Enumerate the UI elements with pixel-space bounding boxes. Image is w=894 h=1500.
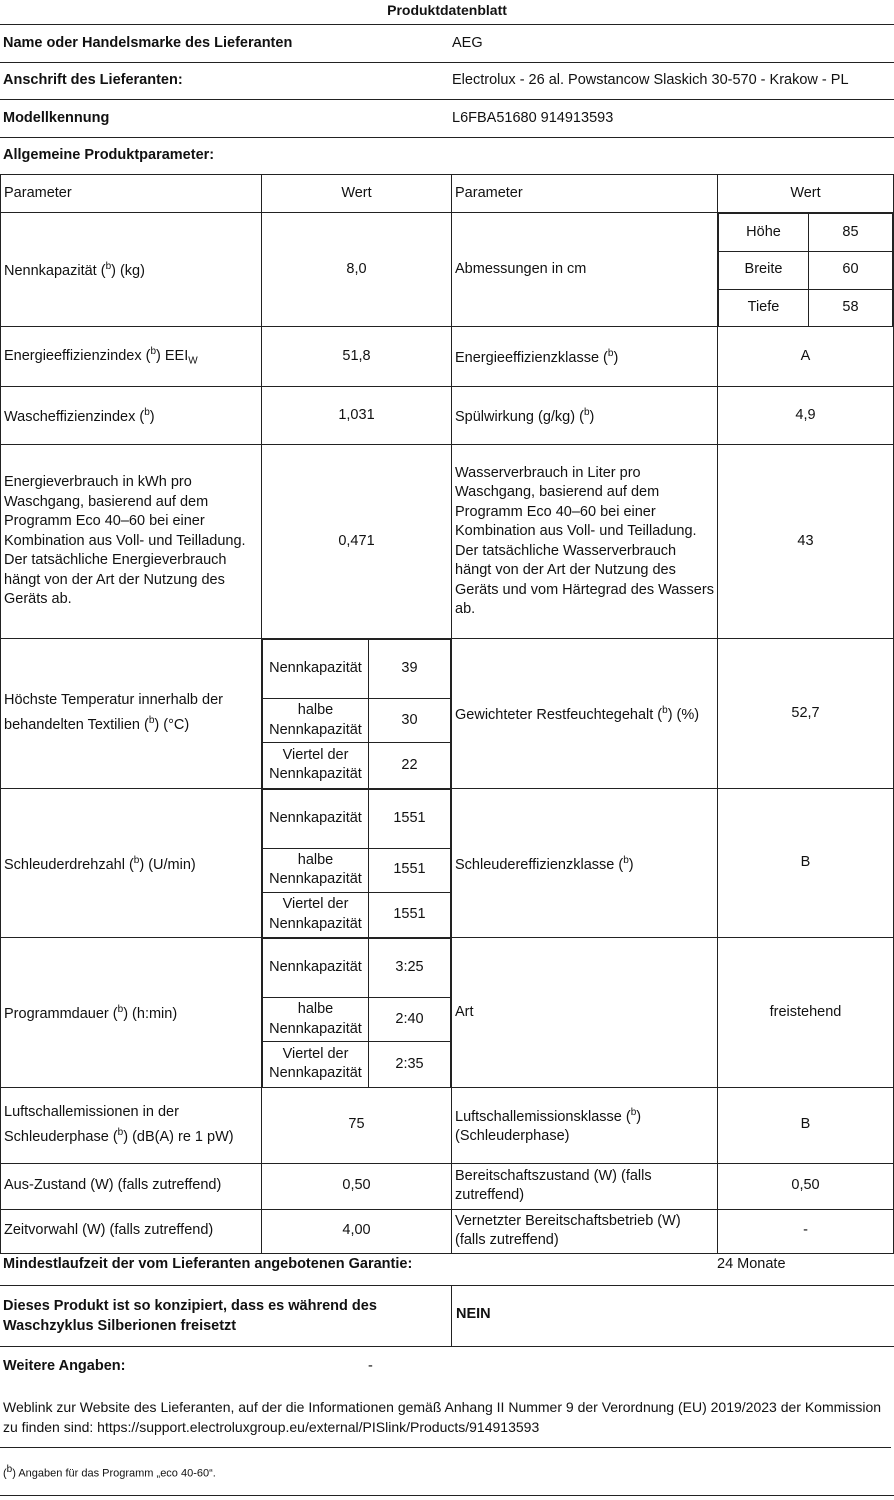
energy-class-label: Energieeffizienzklasse ($^b$) <box>452 327 718 387</box>
program-duration-label: Programmdauer ($^b$) (h:min) <box>1 938 262 1088</box>
warranty-label: Mindestlaufzeit der vom Lieferanten angebotenen Garantie: <box>3 1256 413 1272</box>
dim-depth-label: Tiefe <box>719 289 809 326</box>
address-value: Electrolux - 26 al. Powstancow Slaskich 30-570 - Krakow - PL <box>452 72 849 88</box>
duration-value-quarter: 2:35 <box>369 1042 451 1087</box>
spin-load-full: Nennkapazität <box>263 789 369 848</box>
model-row <box>0 100 894 138</box>
dimensions-label: Abmessungen in cm <box>452 213 718 327</box>
capacity-label: Nennkapazität ($^b$) (kg) <box>1 213 262 327</box>
eei-label: Energieeffizienzindex ($^b$) $EEI_W$ <box>1 327 262 387</box>
duration-value-full: 3:25 <box>369 939 451 998</box>
water-consumption-value: 43 <box>718 445 894 639</box>
supplier-label: Name oder Handelsmarke des Lieferanten <box>3 35 293 51</box>
networked-standby-label: Vernetzter Bereitschaftsbetrieb (W) (falls zutreffend) <box>452 1209 718 1253</box>
temp-load-full: Nennkapazität <box>263 640 369 699</box>
energy-consumption-value: 0,471 <box>262 445 452 639</box>
spin-value-quarter: 1551 <box>369 892 451 937</box>
warranty-row <box>0 1246 894 1286</box>
noise-label: Luftschallemissionen in der Schleuderphase ($^b$) (dB(A) re 1 pW) <box>1 1087 262 1163</box>
dim-depth-value: 58 <box>809 289 893 326</box>
energy-class-value: A <box>718 327 894 387</box>
eei-value: 51,8 <box>262 327 452 387</box>
silver-ions-label: Dieses Produkt ist so konzipiert, dass es während des Waschzyklus Silberionen freisetzt <box>3 1298 377 1334</box>
duration-value-half: 2:40 <box>369 998 451 1042</box>
networked-standby-value: - <box>718 1209 894 1253</box>
spin-speed-label: Schleuderdrehzahl ($^b$) (U/min) <box>1 788 262 938</box>
spin-load-quarter: Viertel der Nennkapazität <box>263 892 369 937</box>
dim-width-label: Breite <box>719 251 809 289</box>
duration-load-half: halbe Nennkapazität <box>263 998 369 1042</box>
address-row <box>0 63 894 100</box>
page-title: Produktdatenblatt <box>0 0 894 25</box>
standby-label: Bereitschaftszustand (W) (falls zutreffend) <box>452 1163 718 1209</box>
header-parameter-right: Parameter <box>452 175 718 213</box>
noise-class-label: Luftschallemissionsklasse ($^b$) (Schleuderphase) <box>452 1087 718 1163</box>
temp-load-quarter: Viertel der Nennkapazität <box>263 743 369 788</box>
silver-ions-row <box>0 1286 894 1347</box>
warranty-value: 24 Monate <box>717 1256 786 1272</box>
address-label: Anschrift des Lieferanten: <box>3 72 183 88</box>
supplier-value: AEG <box>452 35 483 51</box>
spin-class-value: B <box>718 788 894 938</box>
model-value: L6FBA51680 914913593 <box>452 110 614 126</box>
duration-cell <box>262 938 452 1088</box>
moisture-label: Gewichteter Restfeuchtegehalt ($^b$) (%) <box>452 639 718 789</box>
spin-value-half: 1551 <box>369 848 451 892</box>
parameter-table <box>0 174 894 1254</box>
dim-width-value: 60 <box>809 251 893 289</box>
temp-value-full: 39 <box>369 640 451 699</box>
header-value-left: Wert <box>262 175 452 213</box>
temperature-cell <box>262 639 452 789</box>
model-label: Modellkennung <box>3 110 110 126</box>
spin-class-label: Schleudereffizienzklasse ($^b$) <box>452 788 718 938</box>
rinse-label: Spülwirkung (g/kg) ($^b$) <box>452 387 718 445</box>
off-mode-label: Aus-Zustand (W) (falls zutreffend) <box>1 1163 262 1209</box>
further-info-value: - <box>368 1358 373 1374</box>
energy-consumption-label: Energieverbrauch in kWh pro Waschgang, basierend auf dem Programm Eco 40–60 bei einer Kombination aus Voll- und Teilladung. Der tatsächliche Energieverbrauch hängt von der Art der Nutzung des Geräts ab. <box>1 445 262 639</box>
dim-height-label: Höhe <box>719 214 809 252</box>
noise-value: 75 <box>262 1087 452 1163</box>
weblink-text: Weblink zur Website des Lieferanten, auf der die Informationen gemäß Anhang II Nummer 9 der Verordnung (EU) 2019/2023 der Kommission zu finden sind: https://support.electroluxgroup.eu/external/PISlink/Products/914913593 <box>0 1397 891 1448</box>
water-consumption-label: Wasserverbrauch in Liter pro Waschgang, basierend auf dem Programm Eco 40–60 bei einer Kombination aus Voll- und Teilladung. Der tatsächliche Wasserverbrauch hängt von der Art der Nutzung des Geräts und vom Härtegrad des Wassers ab. <box>452 445 718 639</box>
standby-value: 0,50 <box>718 1163 894 1209</box>
bottom-rule <box>0 1495 894 1496</box>
general-params-row <box>0 138 894 173</box>
spin-value-full: 1551 <box>369 789 451 848</box>
wash-efficiency-label: Wascheffizienzindex ($^b$) <box>1 387 262 445</box>
supplier-row <box>0 25 894 63</box>
general-params-label: Allgemeine Produktparameter: <box>3 147 215 163</box>
capacity-value: 8,0 <box>262 213 452 327</box>
moisture-value: 52,7 <box>718 639 894 789</box>
footnote: ($^b$) Angaben für das Programm „eco 40-60“. <box>3 1464 216 1480</box>
duration-load-quarter: Viertel der Nennkapazität <box>263 1042 369 1087</box>
off-mode-value: 0,50 <box>262 1163 452 1209</box>
duration-load-full: Nennkapazität <box>263 939 369 998</box>
delay-start-value: 4,00 <box>262 1209 452 1253</box>
dim-height-value: 85 <box>809 214 893 252</box>
type-label: Art <box>452 938 718 1088</box>
noise-class-value: B <box>718 1087 894 1163</box>
rinse-value: 4,9 <box>718 387 894 445</box>
silver-ions-value: NEIN <box>456 1306 491 1322</box>
dimensions-cell <box>718 213 894 327</box>
spin-load-half: halbe Nennkapazität <box>263 848 369 892</box>
type-value: freistehend <box>718 938 894 1088</box>
wash-efficiency-value: 1,031 <box>262 387 452 445</box>
temp-value-half: 30 <box>369 699 451 743</box>
max-temperature-label: Höchste Temperatur innerhalb der behandelten Textilien ($^b$) (°C) <box>1 639 262 789</box>
spin-speed-cell <box>262 788 452 938</box>
further-info-row <box>0 1347 894 1386</box>
temp-load-half: halbe Nennkapazität <box>263 699 369 743</box>
header-value-right: Wert <box>718 175 894 213</box>
further-info-label: Weitere Angaben: <box>3 1358 126 1374</box>
delay-start-label: Zeitvorwahl (W) (falls zutreffend) <box>1 1209 262 1253</box>
header-parameter-left: Parameter <box>1 175 262 213</box>
temp-value-quarter: 22 <box>369 743 451 788</box>
